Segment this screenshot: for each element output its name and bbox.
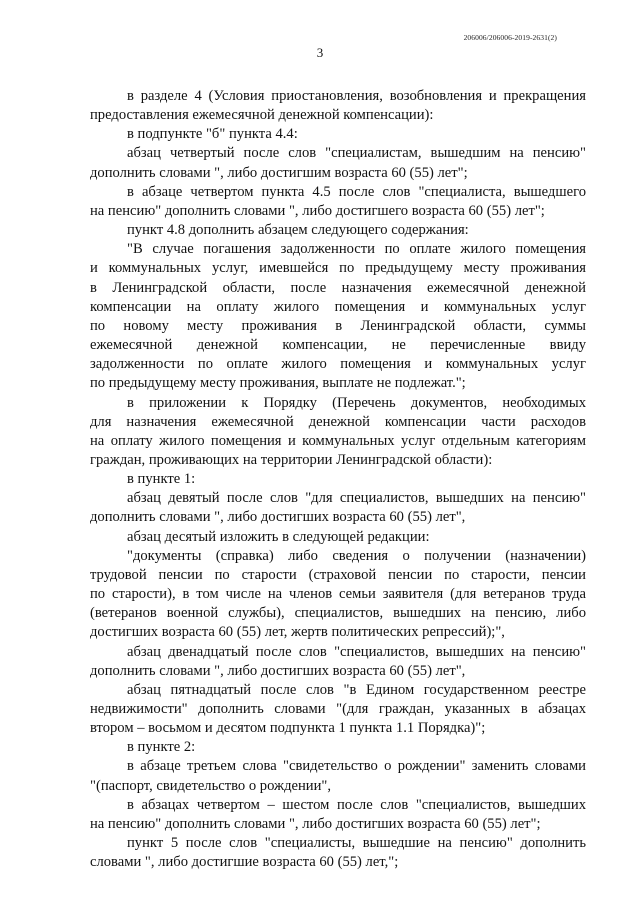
text-line: предоставления ежемесячной денежной компенсации): bbox=[90, 107, 434, 124]
text-line: достигших возраста 60 (55) лет, жертв политических репрессий);", bbox=[90, 624, 505, 641]
text-line: граждан, проживающих на территории Ленинградской области): bbox=[90, 451, 493, 468]
text-line: дополнить словами ", либо достигших возраста 60 (55) лет", bbox=[90, 662, 466, 679]
text-line: в Ленинградской области, после назначения ежемесячной денежной bbox=[90, 279, 586, 296]
text-line: словами ", либо достигшие возраста 60 (55) лет,"; bbox=[90, 854, 399, 871]
text-line: на оплату жилого помещения и коммунальных услуг отдельным категориям bbox=[90, 432, 586, 449]
text-line: "В случае погашения задолженности по оплате жилого помещения bbox=[127, 241, 586, 258]
text-line: абзац пятнадцатый после слов "в Едином государственном реестре bbox=[127, 681, 586, 698]
text-line: задолженности по оплате жилого помещения и коммунальных услуг bbox=[90, 356, 586, 373]
text-line: в абзаце третьем слова "свидетельство о рождении" заменить словами bbox=[127, 758, 586, 775]
text-line: "(паспорт, свидетельство о рождении", bbox=[90, 777, 332, 794]
text-line: "документы (справка) либо сведения о получении (назначении) bbox=[127, 547, 586, 564]
page-number: 3 bbox=[316, 45, 324, 60]
text-line: и коммунальных услуг, имевшейся по предыдущему месту проживания bbox=[90, 260, 586, 277]
text-line: в абзацах четвертом – шестом после слов "специалистов, вышедших bbox=[127, 796, 586, 813]
text-line: абзац десятый изложить в следующей редакции: bbox=[127, 528, 430, 545]
text-line: для назначения ежемесячной денежной компенсации части расходов bbox=[90, 413, 586, 430]
text-line: ежемесячной денежной компенсации, не перечисленные ввиду bbox=[90, 337, 586, 354]
text-line: недвижимости" дополнить словами "(для граждан, указанных в абзацах bbox=[90, 701, 586, 717]
text-line: в подпункте "б" пункта 4.4: bbox=[127, 126, 298, 143]
text-line: дополнить словами ", либо достигшим возраста 60 (55) лет"; bbox=[90, 164, 468, 181]
text-line: на пенсию" дополнить словами ", либо достигшего возраста 60 (55) лет"; bbox=[90, 202, 545, 219]
text-line: по старости), в том числе на членов семьи заявителя (для ветеранов труда bbox=[90, 586, 586, 603]
document-body bbox=[90, 87, 586, 872]
text-line: в абзаце четвертом пункта 4.5 после слов "специалиста, вышедшего bbox=[127, 183, 586, 200]
document-id: 206006/206006-2019-2631(2) bbox=[463, 33, 557, 42]
text-line: на пенсию" дополнить словами ", либо достигших возраста 60 (55) лет"; bbox=[90, 815, 541, 832]
text-line: в пункте 2: bbox=[127, 739, 196, 756]
text-line: втором – восьмом и десятом подпункта 1 пункта 1.1 Порядка)"; bbox=[90, 720, 486, 737]
text-line: по новому месту проживания в Ленинградской области, суммы bbox=[90, 317, 586, 334]
text-line: абзац четвертый после слов "специалистам, вышедшим на пенсию" bbox=[127, 145, 586, 162]
text-line: компенсации на оплату жилого помещения и коммунальных услуг bbox=[90, 298, 586, 315]
text-line: по предыдущему месту проживания, выплате не подлежат."; bbox=[90, 375, 466, 392]
text-line: в пункте 1: bbox=[127, 471, 196, 488]
text-line: в приложении к Порядку (Перечень документов, необходимых bbox=[127, 394, 586, 411]
text-line: трудовой пенсии по старости (страховой пенсии по старости, пенсии bbox=[90, 566, 586, 583]
text-line: абзац девятый после слов "для специалистов, вышедших на пенсию" bbox=[127, 490, 586, 507]
text-line: абзац двенадцатый после слов "специалистов, вышедших на пенсию" bbox=[127, 643, 586, 660]
text-line: в разделе 4 (Условия приостановления, возобновления и прекращения bbox=[127, 88, 586, 104]
text-line: пункт 5 после слов "специалисты, вышедшие на пенсию" дополнить bbox=[127, 835, 586, 852]
text-line: дополнить словами ", либо достигших возраста 60 (55) лет", bbox=[90, 509, 466, 526]
text-line: пункт 4.8 дополнить абзацем следующего содержания: bbox=[127, 222, 469, 239]
text-line: (ветеранов военной службы), специалистов, вышедших на пенсию, либо bbox=[90, 605, 586, 622]
